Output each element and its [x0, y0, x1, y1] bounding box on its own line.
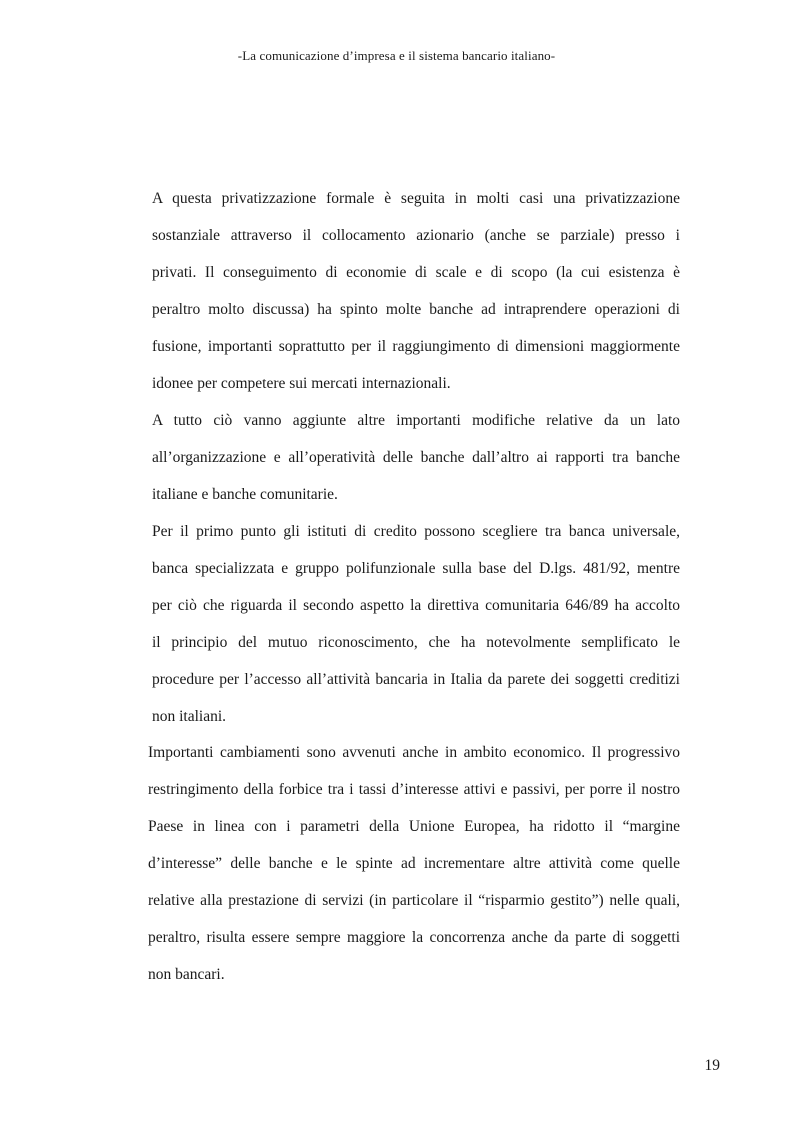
- text-line: il principio del mutuo riconoscimento, che ha notevolmente semplificato le: [152, 634, 680, 651]
- text-line: per ciò che riguarda il secondo aspetto la direttiva comunitaria 646/89 ha accolto: [152, 597, 680, 614]
- text-line: non bancari.: [148, 966, 225, 983]
- text-line: privati. Il conseguimento di economie di scale e di scopo (la cui esistenza è: [152, 264, 680, 281]
- text-line: procedure per l’accesso all’attività bancaria in Italia da parete dei soggetti creditizi: [152, 671, 680, 688]
- text-line: peraltro, risulta essere sempre maggiore la concorrenza anche da parte di soggetti: [148, 929, 680, 946]
- text-line: Paese in linea con i parametri della Unione Europea, ha ridotto il “margine: [148, 818, 680, 835]
- text-line: Per il primo punto gli istituti di credito possono scegliere tra banca universale,: [152, 523, 680, 540]
- text-line: italiane e banche comunitarie.: [152, 486, 338, 503]
- text-line: d’interesse” delle banche e le spinte ad incrementare altre attività come quelle: [148, 855, 680, 872]
- text-line: A questa privatizzazione formale è seguita in molti casi una privatizzazione: [152, 190, 680, 207]
- page-number: 19: [704, 1057, 720, 1074]
- text-line: fusione, importanti soprattutto per il raggiungimento di dimensioni maggiormente: [152, 338, 680, 355]
- text-line: peraltro molto discussa) ha spinto molte banche ad intraprendere operazioni di: [152, 301, 680, 318]
- text-line: banca specializzata e gruppo polifunzionale sulla base del D.lgs. 481/92, mentre: [152, 560, 680, 577]
- running-header: -La comunicazione d’impresa e il sistema bancario italiano-: [237, 48, 556, 63]
- text-line: A tutto ciò vanno aggiunte altre importanti modifiche relative da un lato: [152, 412, 680, 429]
- text-line: Importanti cambiamenti sono avvenuti anche in ambito economico. Il progressivo: [148, 744, 680, 761]
- text-line: relative alla prestazione di servizi (in particolare il “risparmio gestito”) nelle quali,: [148, 892, 680, 909]
- text-line: sostanziale attraverso il collocamento azionario (anche se parziale) presso i: [152, 227, 680, 244]
- text-line: non italiani.: [152, 708, 227, 725]
- text-line: idonee per competere sui mercati internazionali.: [152, 375, 451, 392]
- text-line: all’organizzazione e all’operatività delle banche dall’altro ai rapporti tra banche: [152, 449, 680, 466]
- text-line: restringimento della forbice tra i tassi d’interesse attivi e passivi, per porre il nostro: [148, 781, 680, 798]
